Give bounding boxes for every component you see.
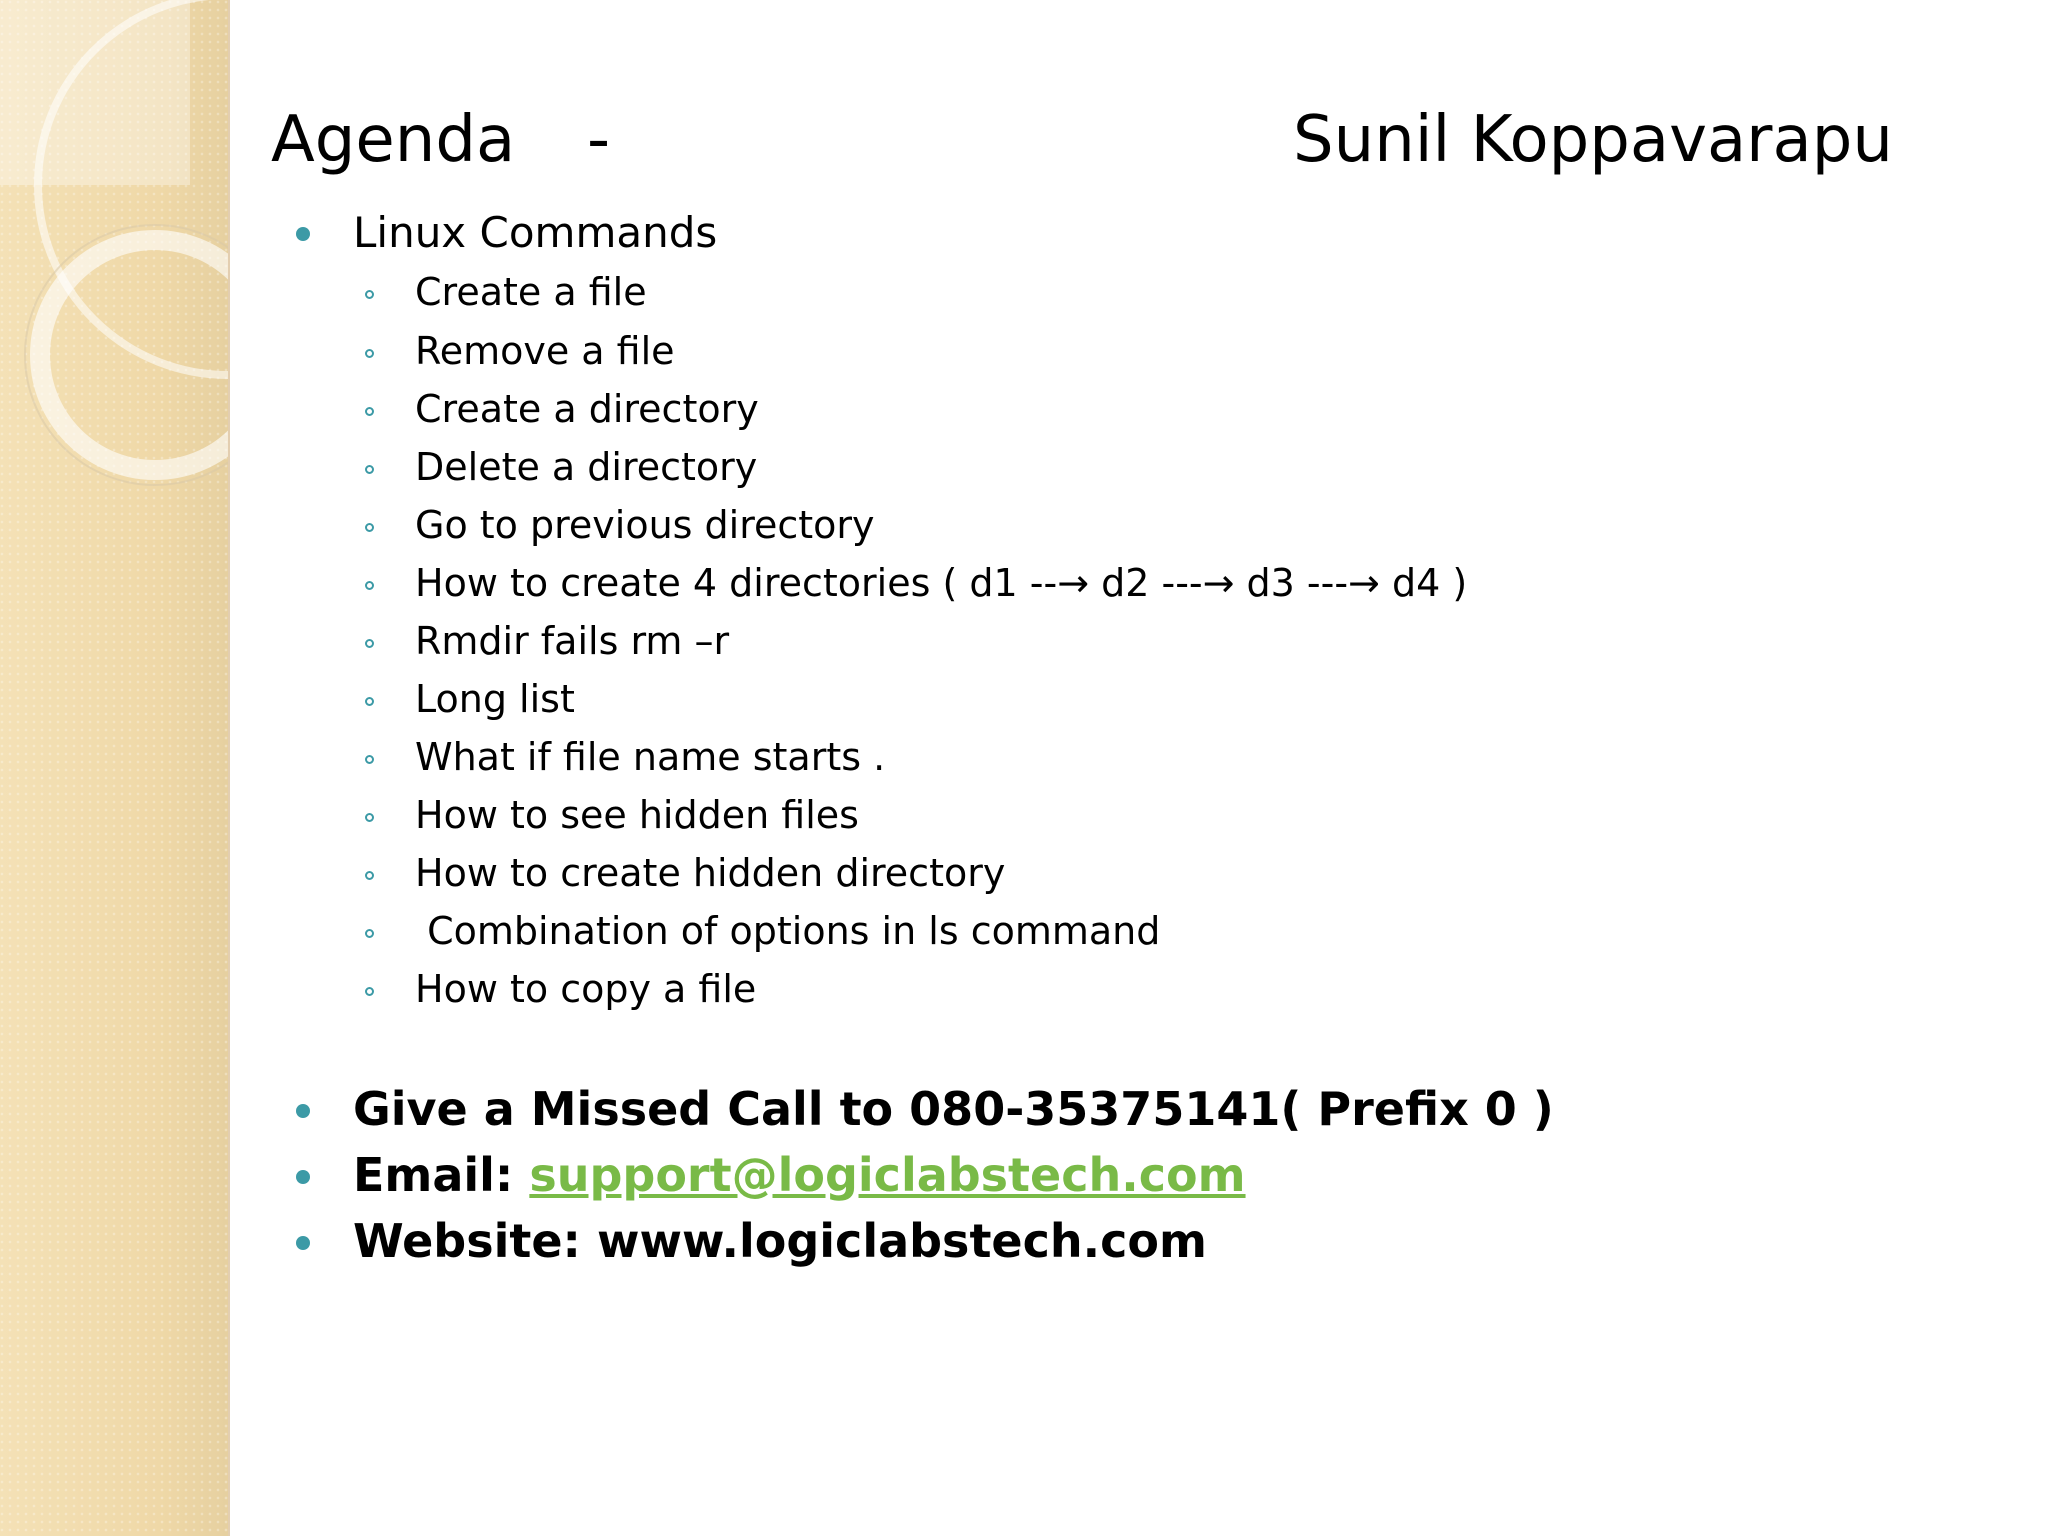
bullet-dot <box>296 1104 310 1118</box>
list-item: Combination of options in ls command <box>415 909 1161 953</box>
bullet-circle-icon <box>365 697 374 706</box>
list-item: How to copy a file <box>415 967 757 1011</box>
decorative-rings <box>0 0 228 520</box>
list-item: Create a file <box>415 270 647 314</box>
bullet-circle-icon <box>365 290 374 299</box>
bullet-circle-icon <box>365 813 374 822</box>
section-heading-linux-commands: Linux Commands <box>353 208 718 257</box>
bullet-circle-icon <box>365 755 374 764</box>
page-title <box>271 90 1893 190</box>
list-item: How to create hidden directory <box>415 851 1006 895</box>
title-right: Sunil Koppavarapu <box>1293 103 1893 177</box>
missed-call-text: Give a Missed Call to 080-35375141( Prefix 0 ) <box>353 1082 1554 1136</box>
email-link[interactable]: support@logiclabstech.com <box>529 1148 1246 1202</box>
list-item: Long list <box>415 677 575 721</box>
list-item: Create a directory <box>415 387 759 431</box>
bullet-circle-icon <box>365 639 374 648</box>
bullet-circle-icon <box>365 987 374 996</box>
decorative-side-band <box>0 0 230 1536</box>
bullet-circle-icon <box>365 581 374 590</box>
list-item: What if file name starts . <box>415 735 886 779</box>
list-item: Delete a directory <box>415 445 758 489</box>
list-item: Rmdir fails rm –r <box>415 619 730 663</box>
bullet-circle-icon <box>365 523 374 532</box>
bullet-circle-icon <box>365 465 374 474</box>
bullet-circle-icon <box>365 407 374 416</box>
bullet-circle-icon <box>365 349 374 358</box>
title-left: Agenda <box>271 103 516 177</box>
list-item: Remove a file <box>415 329 675 373</box>
list-item: Go to previous directory <box>415 503 875 547</box>
bullet-circle-icon <box>365 871 374 880</box>
bullet-circle-icon <box>365 929 374 938</box>
email-label: Email: <box>353 1148 530 1202</box>
list-item: How to create 4 directories ( d1 --→ d2 ---→ d3 ---→ d4 ) <box>415 561 1468 605</box>
bullet-dot <box>296 1236 310 1250</box>
email-line <box>353 1148 1246 1202</box>
website-text: Website: www.logiclabstech.com <box>353 1214 1207 1268</box>
bullet-dot <box>296 1170 310 1184</box>
list-item: How to see hidden files <box>415 793 859 837</box>
bullet-dot <box>296 227 310 241</box>
title-dash: - <box>587 103 611 177</box>
